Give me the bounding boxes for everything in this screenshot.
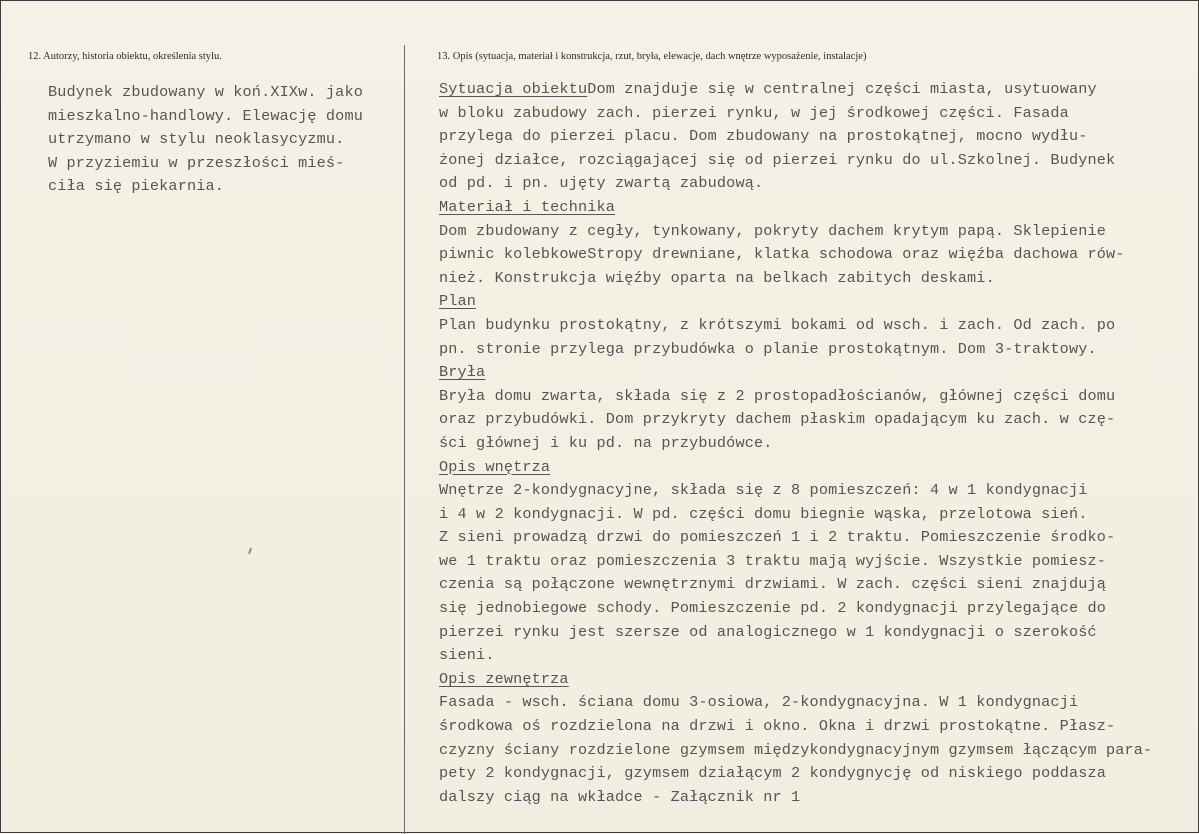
plan-title: Plan xyxy=(439,292,477,311)
history-line: W przyziemiu w przeszłości mieś- xyxy=(48,153,345,172)
section-12-heading: 12. Autorzy, historia obiektu, określenia stylu. xyxy=(28,51,222,62)
description-text xyxy=(439,78,1179,809)
material-line: nież. Konstrukcja więźby oparta na belkach zabitych deskami. xyxy=(439,268,995,287)
material-line: piwnic kolebkoweStropy drewniane, klatka schodowa oraz więźba dachowa rów- xyxy=(439,245,1125,264)
wnetrze-line: się jednobiegowe schody. Pomieszczenie pd. 2 kondygnacji przylegające do xyxy=(439,599,1107,618)
wnetrze-line: czenia są połączone wewnętrznymi drzwiami. W zach. części sieni znajdują xyxy=(439,575,1107,594)
sytuacja-line: Dom znajduje się w centralnej części miasta, usytuowany xyxy=(587,80,1097,98)
plan-line: pn. stronie przylega przybudówka o planie prostokątnym. Dom 3-traktowy. xyxy=(439,339,1097,358)
zewnetrze-line: środkowa oś rozdzielona na drzwi i okno. Okna i drzwi prostokątne. Płasz- xyxy=(439,717,1116,736)
wnetrze-line: pierzei rynku jest szersze od analogicznego w 1 kondygnacji o szerokość xyxy=(439,622,1097,641)
bryla-line: Bryła domu zwarta, składa się z 2 prostopadłościanów, głównej części domu xyxy=(439,386,1116,405)
sytuacja-first-line xyxy=(439,78,1179,102)
material-line: Dom zbudowany z cegły, tynkowany, pokryty dachem krytym papą. Sklepienie xyxy=(439,221,1107,240)
bryla-line: oraz przybudówki. Dom przykryty dachem płaskim opadającym ku zach. w czę- xyxy=(439,410,1116,429)
zewnetrze-line: dalszy ciąg na wkładce - Załącznik nr 1 xyxy=(439,787,801,806)
zewnetrze-line: Fasada - wsch. ściana domu 3-osiowa, 2-kondygnacyjna. W 1 kondygnacji xyxy=(439,693,1079,712)
sytuacja-line: od pd. i pn. ujęty zwartą zabudową. xyxy=(439,174,764,193)
history-line: utrzymano w stylu neoklasycyzmu. xyxy=(48,130,345,148)
bryla-title: Bryła xyxy=(439,363,486,382)
wnetrze-line: Z sieni prowadzą drzwi do pomieszczeń 1 i 2 traktu. Pomieszczenie środko- xyxy=(439,528,1116,547)
wnetrze-title: Opis wnętrza xyxy=(439,457,551,476)
zewnetrze-line: czyzny ściany rozdzielone gzymsem międzykondygnacyjnym gzymsem łączącym para- xyxy=(439,740,1153,759)
wnetrze-line: i 4 w 2 kondygnacji. W pd. części domu biegnie wąska, przelotowa sień. xyxy=(439,504,1088,523)
pen-mark xyxy=(248,548,252,554)
history-line: Budynek zbudowany w koń.XIXw. jako xyxy=(48,83,363,101)
plan-line: Plan budynku prostokątny, z krótszymi bokami od wsch. i zach. Od zach. po xyxy=(439,315,1116,334)
zewnetrze-title: Opis zewnętrza xyxy=(439,669,569,688)
wnetrze-line: Wnętrze 2-kondygnacyjne, składa się z 8 pomieszczeń: 4 w 1 kondygnacji xyxy=(439,481,1088,500)
history-line: mieszkalno-handlowy. Elewację domu xyxy=(48,106,363,125)
wnetrze-line: sieni. xyxy=(439,646,495,665)
bryla-line: ści głównej i ku pd. na przybudówce. xyxy=(439,433,773,452)
history-text xyxy=(48,81,393,199)
wnetrze-line: we 1 traktu oraz pomieszczenia 3 traktu mają wyjście. Wszystkie pomiesz- xyxy=(439,551,1107,570)
section-13-heading: 13. Opis (sytuacja, materiał i konstrukcja, rzut, bryła, elewacje, dach wnętrze wyposażenie, instalacje) xyxy=(437,51,867,62)
sytuacja-line: żonej działce, rozciągającej się od pierzei rynku do ul.Szkolnej. Budynek xyxy=(439,150,1116,169)
column-divider xyxy=(404,45,405,834)
zewnetrze-line: pety 2 kondygnacji, gzymsem działącym 2 kondygnycję od niskiego poddasza xyxy=(439,764,1107,783)
material-title: Materiał i technika xyxy=(439,197,616,216)
sytuacja-title: Sytuacja obiektu xyxy=(439,80,588,98)
history-line: ciła się piekarnia. xyxy=(48,177,225,195)
sytuacja-line: przylega do pierzei placu. Dom zbudowany na prostokątnej, mocno wydłu- xyxy=(439,127,1088,146)
sytuacja-line: w bloku zabudowy zach. pierzei rynku, w jej środkowej części. Fasada xyxy=(439,103,1069,122)
